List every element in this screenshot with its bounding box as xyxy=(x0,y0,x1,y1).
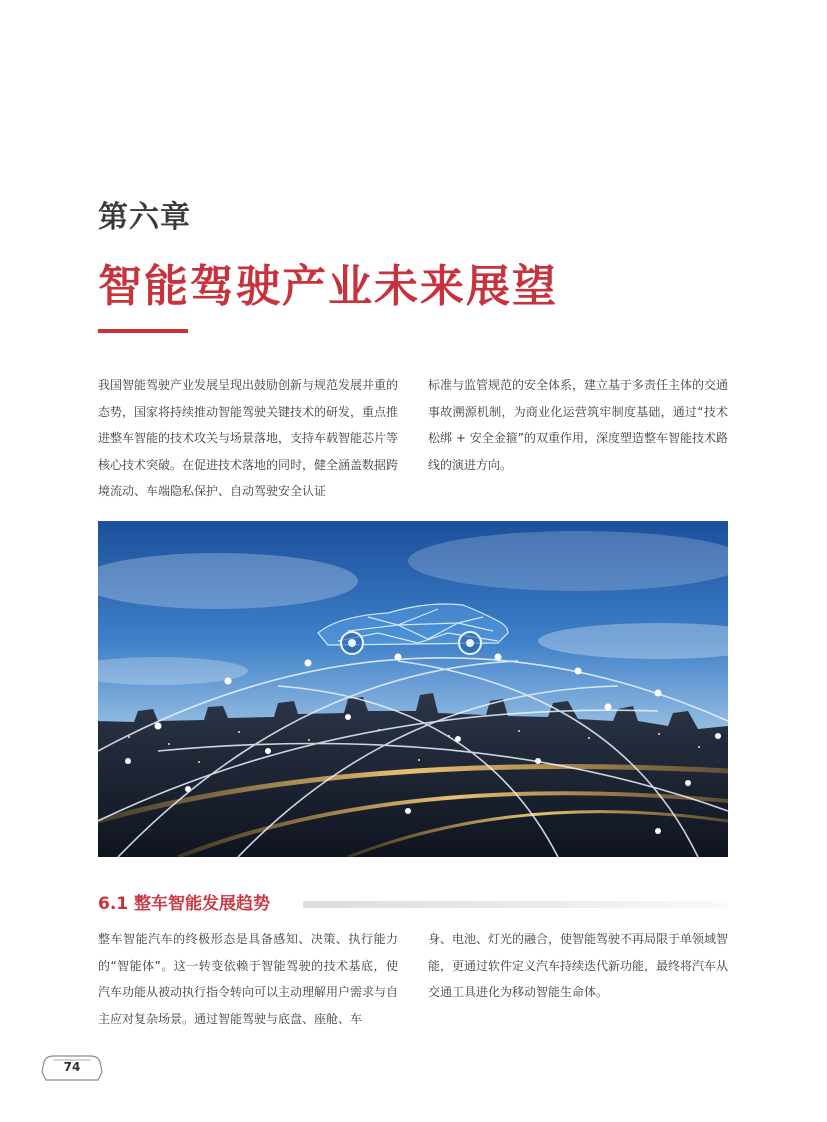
section-heading: 6.1 整车智能发展趋势 xyxy=(98,894,271,914)
smart-car-network-illustration xyxy=(98,521,728,857)
smart-car-city-image xyxy=(98,521,728,857)
page-number: 74 xyxy=(63,1060,81,1074)
intro-paragraph-right: 标准与监管规范的安全体系，建立基于多责任主体的交通事故溯源机制，为商业化运营筑牢制度基础，通过“技术松绑 + 安全金箍”的双重作用，深度塑造整车智能技术路线的演进方向。 xyxy=(428,378,729,472)
section-heading-bar xyxy=(303,901,728,908)
chapter-title: 智能驾驶产业未来展望 xyxy=(98,261,558,312)
chapter-label: 第六章 xyxy=(98,200,191,235)
section-paragraph-left: 整车智能汽车的终极形态是具备感知、决策、执行能力的“智能体”。这一转变依赖于智能驾驶的技术基底，使汽车功能从被动执行指令转向可以主动理解用户需求与自主应对复杂场景。通过智能驾驶与底盘、座舱、车 xyxy=(98,932,399,1026)
title-divider xyxy=(98,329,188,333)
section-paragraph-right: 身、电池、灯光的融合，使智能驾驶不再局限于单领域智能，更通过软件定义汽车持续迭代新功能，最终将汽车从交通工具进化为移动智能生命体。 xyxy=(428,932,729,999)
intro-paragraph-left: 我国智能驾驶产业发展呈现出鼓励创新与规范发展并重的态势，国家将持续推动智能驾驶关键技术的研发，重点推进整车智能的技术攻关与场景落地，支持车载智能芯片等核心技术突破。在促进技术落地的同时，健全涵盖数据跨境流动、车端隐私保护、自动驾驶安全认证 xyxy=(98,378,399,498)
